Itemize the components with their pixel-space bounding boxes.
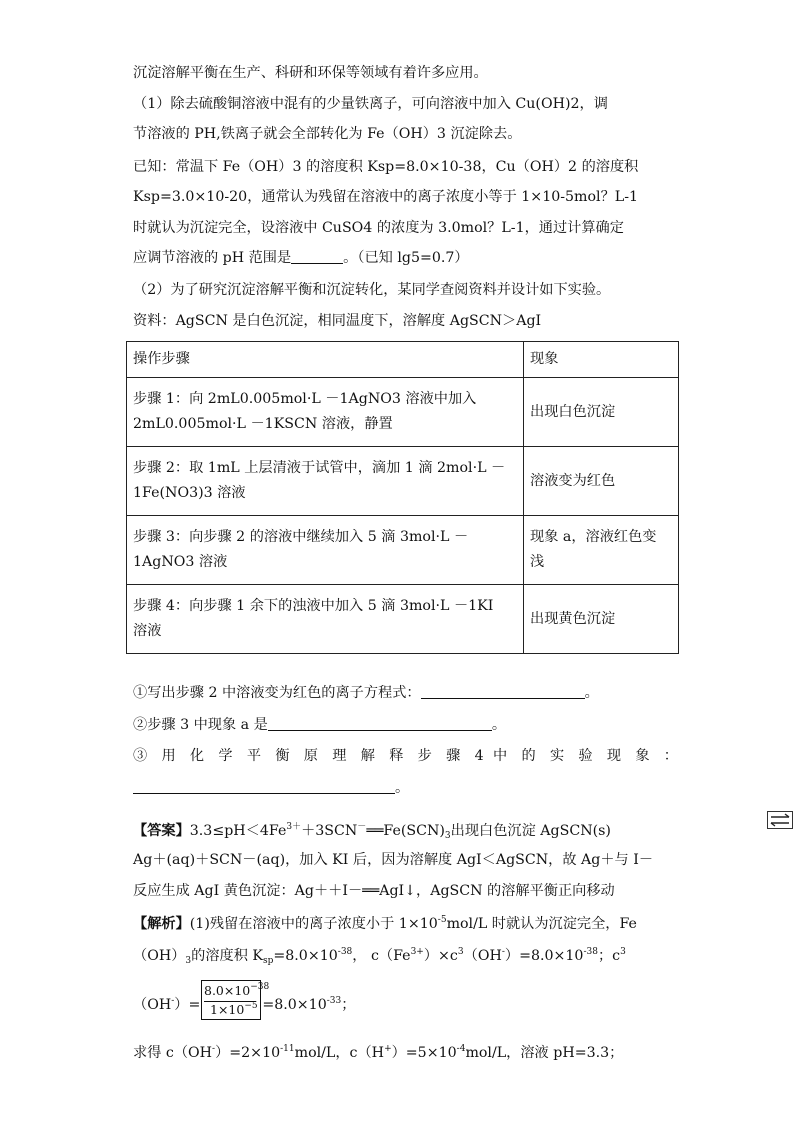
fraction-numerator-sup: −38 bbox=[250, 982, 270, 992]
analysis-text: mol/L，c（H bbox=[294, 1045, 385, 1061]
analysis-sup: -11 bbox=[280, 1044, 295, 1054]
analysis-text: ）=2×10 bbox=[215, 1045, 281, 1061]
analysis-line-4 bbox=[133, 1039, 623, 1063]
analysis-text: ， c（Fe bbox=[352, 948, 411, 964]
step-4-line-a: 步骤 4：向步骤 1 余下的浊液中加入 5 滴 3mol·L －1KI bbox=[133, 598, 494, 614]
analysis-label: 【解析】 bbox=[133, 916, 190, 932]
fraction-box bbox=[201, 980, 270, 1020]
intro-text: 沉淀溶解平衡在生产、科研和环保等领域有着许多应用。 bbox=[133, 65, 488, 81]
subq-1 bbox=[133, 683, 599, 703]
analysis-text: ）=8.0×10 bbox=[504, 948, 584, 964]
analysis-sup: -4 bbox=[456, 1044, 466, 1054]
answer-blank-explanation[interactable] bbox=[133, 779, 395, 794]
q1-line-6-text: 应调节溶液的 pH 范围是 bbox=[133, 250, 292, 266]
subq-2-end: 。 bbox=[491, 717, 507, 733]
answer-label: 【答案】 bbox=[133, 823, 190, 839]
fraction-denominator-text: 1×10 bbox=[210, 1002, 245, 1017]
analysis-line-1 bbox=[133, 910, 637, 934]
analysis-text: =8.0×10 bbox=[262, 997, 327, 1013]
analysis-line-2 bbox=[133, 942, 626, 971]
q1-line-6-end: 。（已知 lg5=0.7） bbox=[343, 250, 469, 266]
table-header-row bbox=[127, 342, 679, 378]
analysis-text: ； bbox=[341, 997, 356, 1013]
q1-line-1: （1）除去硫酸铜溶液中混有的少量铁离子，可向溶液中加入 Cu(OH)2，调 bbox=[133, 96, 608, 112]
answer-text: 出现白色沉淀 AgSCN(s) bbox=[450, 823, 611, 839]
analysis-text: （OH bbox=[463, 948, 502, 964]
analysis-sup: - bbox=[501, 947, 505, 957]
answer-sup: 3＋ bbox=[286, 822, 302, 832]
analysis-sup: -38 bbox=[337, 947, 353, 957]
analysis-text: ）×c bbox=[423, 948, 458, 964]
fraction-numerator bbox=[204, 982, 269, 998]
analysis-sup: -5 bbox=[437, 915, 447, 925]
table-cell-result: 出现黄色沉淀 bbox=[524, 585, 679, 654]
fraction-denominator-sup: −5 bbox=[244, 1001, 258, 1011]
step-1-line-a: 步骤 1：向 2mL0.005mol·L －1AgNO3 溶液中加入 bbox=[133, 391, 477, 407]
step-3-result-b: 浅 bbox=[530, 554, 545, 570]
table-cell-result bbox=[524, 516, 679, 585]
step-2-line-a: 步骤 2：取 1mL 上层清液于试管中，滴加 1 滴 2mol·L － bbox=[133, 460, 506, 476]
table-cell-step bbox=[127, 447, 524, 516]
experiment-table bbox=[126, 341, 679, 654]
answer-sub: 3 bbox=[444, 831, 451, 841]
answer-text: ＋3SCN bbox=[301, 823, 358, 839]
step-4-line-b: 溶液 bbox=[133, 623, 162, 639]
analysis-sup: -33 bbox=[326, 996, 342, 1006]
answer-blank-equation[interactable] bbox=[421, 684, 585, 699]
analysis-text: 的溶度积 K bbox=[191, 948, 263, 964]
equilibrium-arrow-icon bbox=[767, 811, 793, 829]
analysis-text: mol/L，溶液 pH=3.3； bbox=[465, 1045, 624, 1061]
analysis-text: ；c bbox=[597, 948, 621, 964]
subq-2 bbox=[133, 715, 506, 735]
table-header-step: 操作步骤 bbox=[127, 342, 524, 378]
answer-text: ══Fe(SCN) bbox=[366, 823, 445, 839]
analysis-sup: 3 bbox=[620, 947, 626, 957]
subq-3-blank-line bbox=[133, 778, 409, 798]
q1-line-2: 节溶液的 PH,铁离子就会全部转化为 Fe（OH）3 沉淀除去。 bbox=[133, 126, 522, 142]
step-3-line-a: 步骤 3：向步骤 2 的溶液中继续加入 5 滴 3mol·L － bbox=[133, 529, 469, 545]
answer-blank-ph[interactable] bbox=[291, 249, 343, 264]
fraction-numerator-text: 8.0×10 bbox=[204, 983, 251, 998]
table-cell-result: 溶液变为红色 bbox=[524, 447, 679, 516]
table-row bbox=[127, 585, 679, 654]
q1-line-5: 时就认为沉淀完全，设溶液中 CuSO4 的浓度为 3.0mol？L-1，通过计算确定 bbox=[133, 220, 624, 236]
q1-line-3: 已知：常温下 Fe（OH）3 的溶度积 Ksp=8.0×10-38，Cu（OH）2 的溶度积 bbox=[133, 159, 639, 175]
answer-text: 3.3≤pH＜4Fe bbox=[189, 823, 287, 839]
step-3-line-b: 1AgNO3 溶液 bbox=[133, 554, 228, 570]
q2-line-1: （2）为了研究沉淀溶解平衡和沉淀转化，某同学查阅资料并设计如下实验。 bbox=[133, 282, 611, 298]
analysis-text: （OH bbox=[133, 997, 172, 1013]
analysis-sub: sp bbox=[262, 956, 274, 966]
q1-line-6 bbox=[133, 248, 469, 268]
subq-3: ③ 用 化 学 平 衡 原 理 解 释 步 骤 4 中 的 实 验 现 象 ： bbox=[133, 748, 678, 764]
q1-line-4: Ksp=3.0×10-20，通常认为残留在溶液中的离子浓度小等于 1×10-5mol？L-1 bbox=[133, 189, 639, 205]
analysis-text: （OH） bbox=[133, 948, 186, 964]
analysis-sup: - bbox=[171, 996, 175, 1006]
table-cell-step bbox=[127, 585, 524, 654]
analysis-text: (1)残留在溶液中的离子浓度小于 1×10 bbox=[189, 916, 438, 932]
table-cell-step bbox=[127, 516, 524, 585]
answer-sup: － bbox=[357, 822, 367, 832]
table-cell-step bbox=[127, 378, 524, 447]
subq-2-text: ②步骤 3 中现象 a 是 bbox=[133, 717, 268, 733]
table-row bbox=[127, 447, 679, 516]
fraction-denominator bbox=[210, 1001, 258, 1017]
subq-3-end: 。 bbox=[395, 780, 410, 796]
q2-line-2: 资料：AgSCN 是白色沉淀，相同温度下，溶解度 AgSCN＞AgI bbox=[133, 313, 542, 329]
analysis-text: mol/L 时就认为沉淀完全，Fe bbox=[446, 916, 637, 932]
table-row bbox=[127, 378, 679, 447]
answer-line-2: Ag＋(aq)＋SCN－(aq)，加入 KI 后，因为溶解度 AgI＜AgSCN，故 Ag＋与 I－ bbox=[133, 852, 654, 868]
analysis-sup: - bbox=[212, 1044, 216, 1054]
subq-1-end: 。 bbox=[584, 685, 599, 701]
table-row bbox=[127, 516, 679, 585]
step-1-line-b: 2mL0.005mol·L －1KSCN 溶液，静置 bbox=[133, 416, 393, 432]
analysis-sup: 3 bbox=[457, 947, 464, 957]
step-2-line-b: 1Fe(NO3)3 溶液 bbox=[133, 485, 246, 501]
answer-blank-phenomenon[interactable] bbox=[268, 716, 492, 731]
analysis-sup: -38 bbox=[583, 947, 598, 957]
analysis-text: =8.0×10 bbox=[273, 948, 338, 964]
table-header-result: 现象 bbox=[524, 342, 679, 378]
analysis-text: ）=5×10 bbox=[391, 1045, 457, 1061]
subq-1-text: ①写出步骤 2 中溶液变为红色的离子方程式： bbox=[133, 685, 421, 701]
table-cell-result: 出现白色沉淀 bbox=[524, 378, 679, 447]
analysis-text: ）= bbox=[174, 997, 201, 1013]
answer-line-1 bbox=[133, 817, 611, 846]
answer-line-3: 反应生成 AgI 黄色沉淀：Ag＋＋I－══AgI↓，AgSCN 的溶解平衡正向移动 bbox=[133, 883, 615, 899]
analysis-text: 求得 c（OH bbox=[133, 1045, 213, 1061]
analysis-sup: 3+ bbox=[410, 947, 424, 957]
step-3-result-a: 现象 a，溶液红色变 bbox=[530, 529, 657, 545]
analysis-sub: 3 bbox=[185, 956, 192, 966]
analysis-sup: + bbox=[384, 1044, 392, 1054]
